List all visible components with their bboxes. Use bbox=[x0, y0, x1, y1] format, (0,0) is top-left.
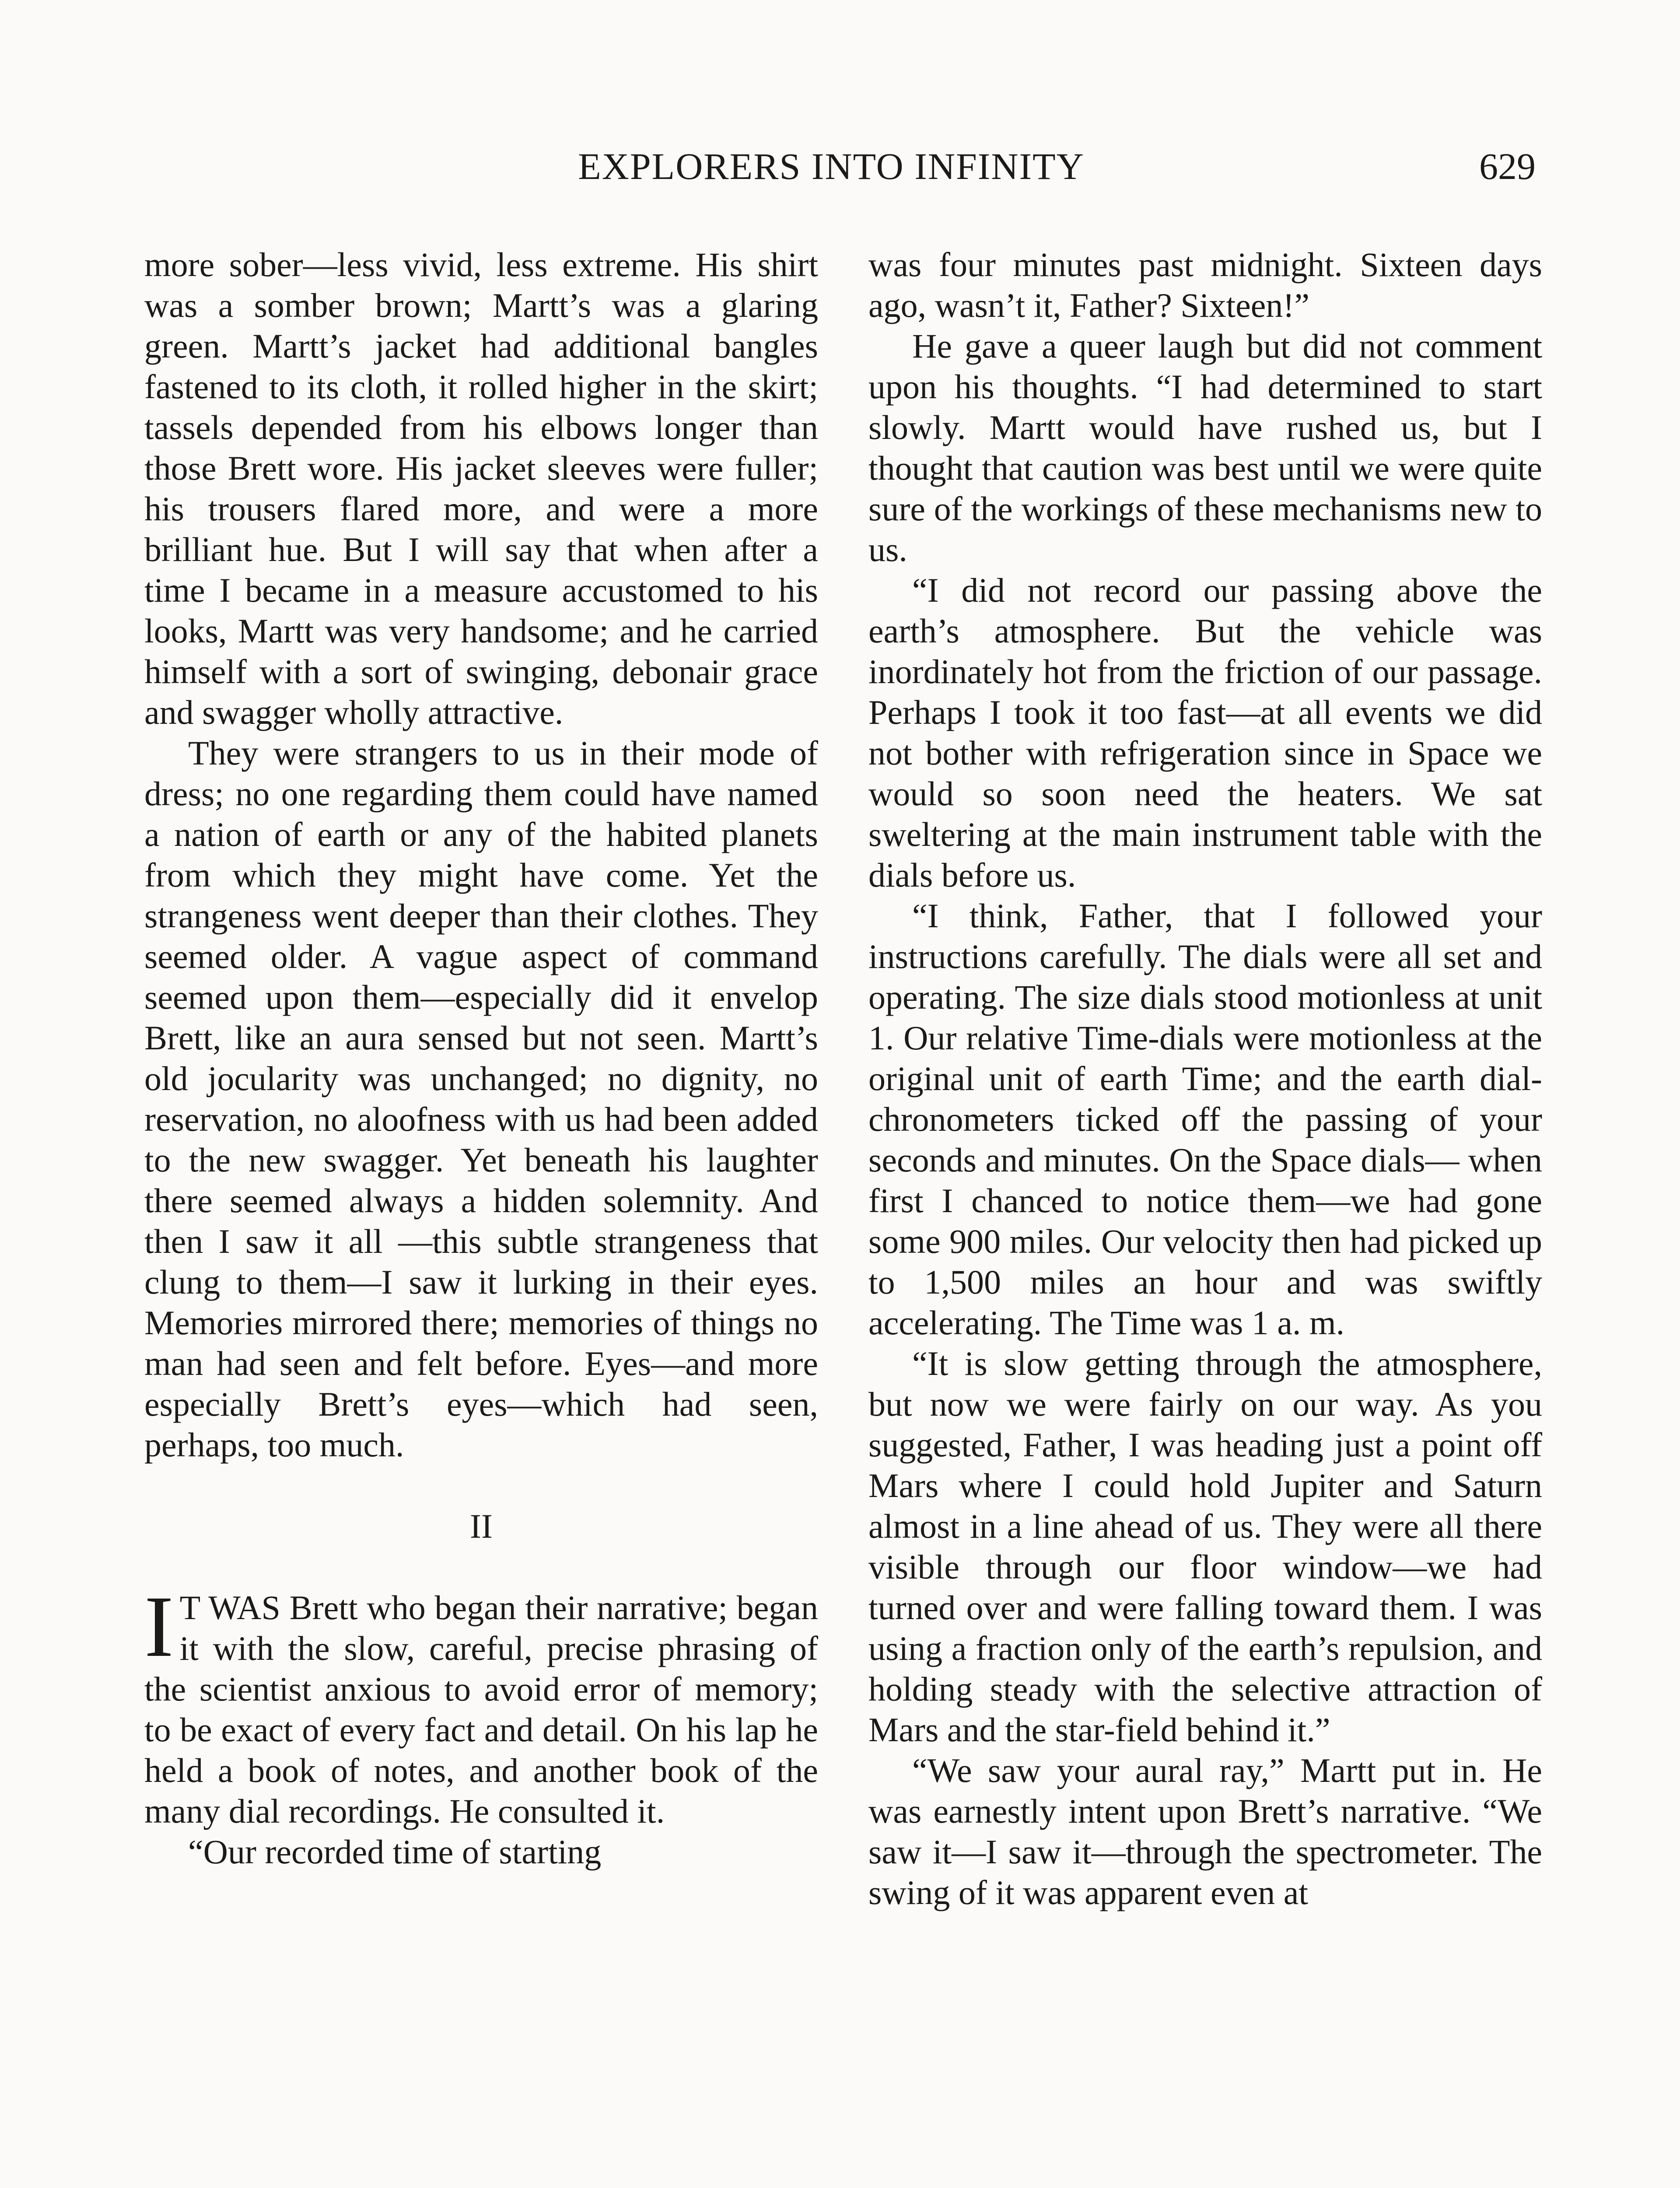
paragraph: “We saw your aural ray,” Martt put in. He was earnestly intent upon Brett’s narrative. “We saw it—I saw it—through the spectrometer. The swing of it was apparent even at bbox=[868, 1751, 1542, 1911]
paragraph: “Our recorded time of starting bbox=[188, 1833, 602, 1871]
paragraph-text: Brett who began their narrative; began it with the slow, careful, precise phrasing of the scientist anxious to avoid error of memory; to be exact of every fact and detail. On his lap he held a book of notes, and another book of the many dial recordings. He consulted it. bbox=[144, 1588, 819, 1830]
dropcap-paragraph bbox=[144, 1578, 819, 1831]
running-title: EXPLORERS INTO INFINITY bbox=[578, 145, 1085, 187]
paragraph: “It is slow getting through the atmosphere, but now we were fairly on our way. As you suggested, Father, I was heading just a point off Mars where I could hold Jupiter and Saturn almost in a line ahead of us. They were all there visible through our floor window—we had turned over and were falling toward them. I was using a fraction only of the earth’s repulsion, and holding steady with the selective attraction of Mars and the star-field behind it.” bbox=[868, 1344, 1542, 1749]
page-number: 629 bbox=[1479, 145, 1536, 187]
smallcaps-lead: T WAS bbox=[179, 1588, 280, 1627]
paragraph: “I did not record our passing above the earth’s atmosphere. But the vehicle was inordinately hot from the friction of our passage. Perhaps I took it too fast—at all events we did not bother with refrigeration since in Space we would so soon need the heaters. We sat sweltering at the main instrument table with the dials before us. bbox=[868, 571, 1542, 894]
paragraph: He gave a queer laugh but did not comment upon his thoughts. “I had determined to start slowly. Martt would have rushed us, but I thought that caution was best until we were quite sure of the workings of these mechanisms new to us. bbox=[868, 327, 1542, 568]
paragraph: was four minutes past midnight. Sixteen days ago, wasn’t it, Father? Sixteen!” bbox=[868, 245, 1542, 324]
right-column bbox=[868, 244, 1542, 1913]
section-heading: II bbox=[470, 1507, 493, 1545]
paragraph: more sober—less vivid, less extreme. His shirt was a somber brown; Martt’s was a glaring green. Martt’s jacket had additional bangles fastened to its cloth, it rolled higher in the skirt; tassels depended from his elbows longer than those Brett wore. His jacket sleeves were fuller; his trousers flared more, and were a more brilliant hue. But I will say that when after a time I became in a measure accustomed to his looks, Martt was very handsome; and he carried himself with a sort of swinging, debonair grace and swagger wholly attractive. bbox=[144, 245, 818, 731]
drop-cap-letter: I bbox=[144, 1578, 174, 1675]
paragraph: They were strangers to us in their mode of dress; no one regarding them could have named a nation of earth or any of the habited planets from which they might have come. Yet the strangeness went deeper than their clothes. They seemed older. A vague aspect of command seemed upon them—especially did it envelop Brett, like an aura sensed but not seen. Martt’s old jocularity was unchanged; no dignity, no reservation, no aloofness with us had been added to the new swagger. Yet beneath his laughter there seemed always a hidden solemnity. And then I saw it all —this subtle strangeness that clung to them—I saw it lurking in their eyes. Memories mirrored there; memories of things no man had seen and felt before. Eyes—and more especially Brett’s eyes—which had seen, perhaps, too much. bbox=[144, 734, 818, 1464]
paragraph: “I think, Father, that I followed your instructions carefully. The dials were all set and operating. The size dials stood motionless at unit 1. Our relative Time-dials were motionless at the original unit of earth Time; and the earth dial-chronometers ticked off the passing of your seconds and minutes. On the Space dials— when first I chanced to notice them—we had gone some 900 miles. Our velocity then had picked up to 1,500 miles an hour and was swiftly accelerating. The Time was 1 a. m. bbox=[868, 897, 1542, 1342]
left-column bbox=[144, 244, 818, 1872]
